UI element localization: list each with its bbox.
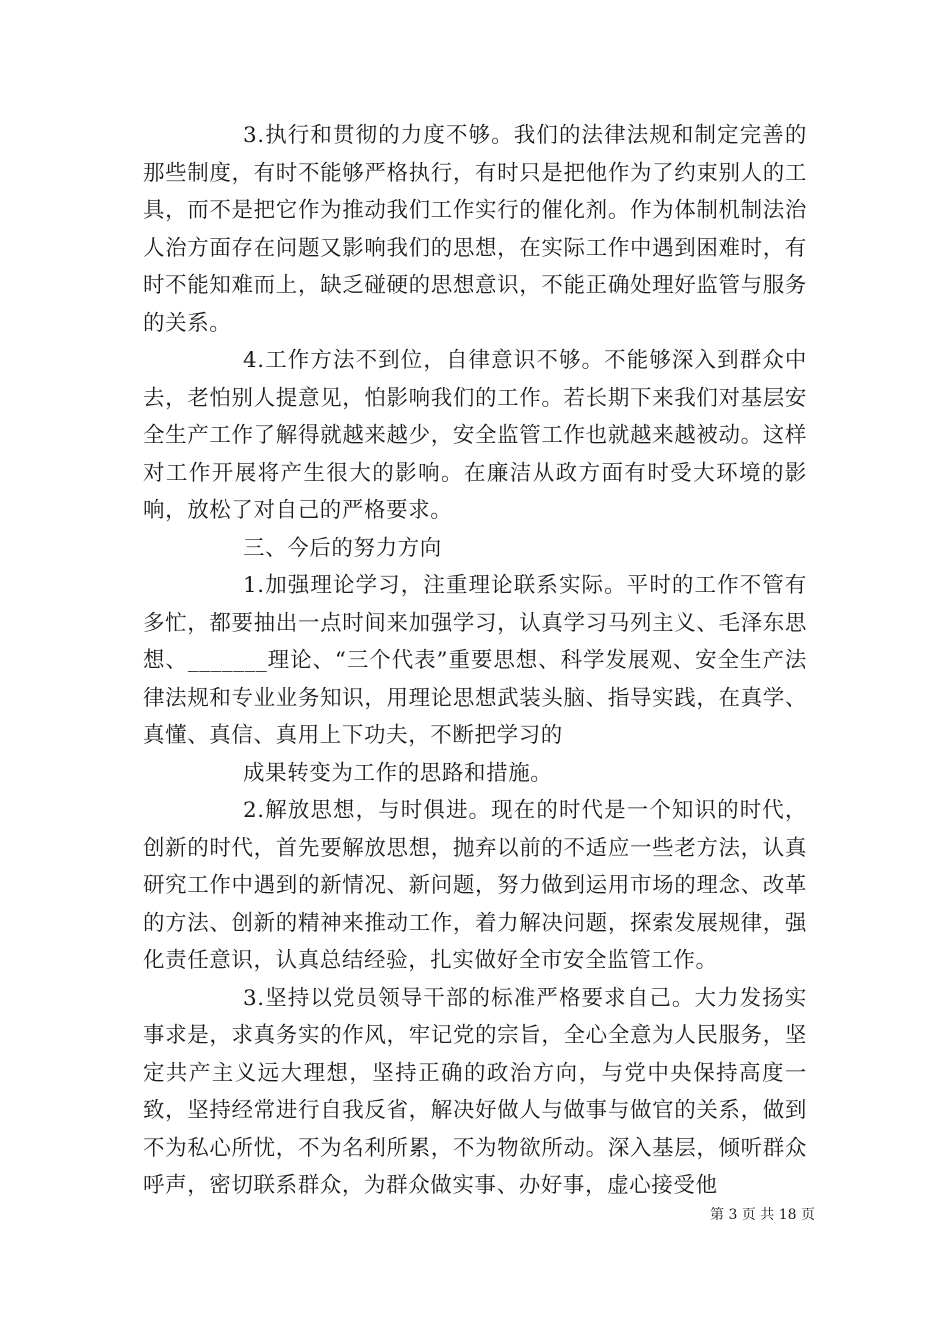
paragraph-work-method: 4.工作方法不到位，自律意识不够。不能够深入到群众中去，老怕别人提意见，怕影响我们的工作。若长期下来我们对基层安全生产工作了解得就越来越少，安全监管工作也就越来越被动。这样对工作开展将产生很大的影响。在廉洁从政方面有时受大环境的影响，放松了对自己的严格要求。 <box>143 348 807 523</box>
document-body <box>143 117 807 1205</box>
paragraph-execution-insufficient: 3.执行和贯彻的力度不够。我们的法律法规和制定完善的那些制度，有时不能够严格执行，有时只是把他作为了约束别人的工具，而不是把它作为推动我们工作实行的催化剂。作为体制机制法治人治方面存在问题又影响我们的思想，在实际工作中遇到困难时，有时不能知难而上，缺乏碰硬的思想意识，不能正确处理好监管与服务的关系。 <box>143 123 807 336</box>
paragraph-result-transform: 成果转变为工作的思路和措施。 <box>243 760 553 786</box>
paragraph-theory-study: 1.加强理论学习，注重理论联系实际。平时的工作不管有多忙，都要抽出一点时间来加强学习，认真学习马列主义、毛泽东思想、_______理论、“三个代表”重要思想、科学发展观、安全生产法律法规和专业业务知识，用理论思想武装头脑、指导实践，在真学、真懂、真信、真用上下功夫，不断把学习的 <box>143 573 807 748</box>
paragraph-party-standard: 3.坚持以党员领导干部的标准严格要求自己。大力发扬实事求是，求真务实的作风，牢记党的宗旨，全心全意为人民服务，坚定共产主义远大理想，坚持正确的政治方向，与党中央保持高度一致，坚持经常进行自我反省，解决好做人与做事与做官的关系，做到不为私心所忧，不为名利所累，不为物欲所动。深入基层，倾听群众呼声，密切联系群众，为群众做实事、办好事，虚心接受他 <box>143 985 807 1198</box>
section-heading-future-direction: 三、今后的努力方向 <box>243 535 442 561</box>
paragraph-liberate-thinking: 2.解放思想，与时俱进。现在的时代是一个知识的时代，创新的时代，首先要解放思想，抛弃以前的不适应一些老方法，认真研究工作中遇到的新情况、新问题，努力做到运用市场的理念、改革的方法、创新的精神来推动工作，着力解决问题，探索发展规律，强化责任意识，认真总结经验，扎实做好全市安全监管工作。 <box>143 798 807 973</box>
page-number-footer: 第 3 页 共 18 页 <box>710 1207 815 1223</box>
